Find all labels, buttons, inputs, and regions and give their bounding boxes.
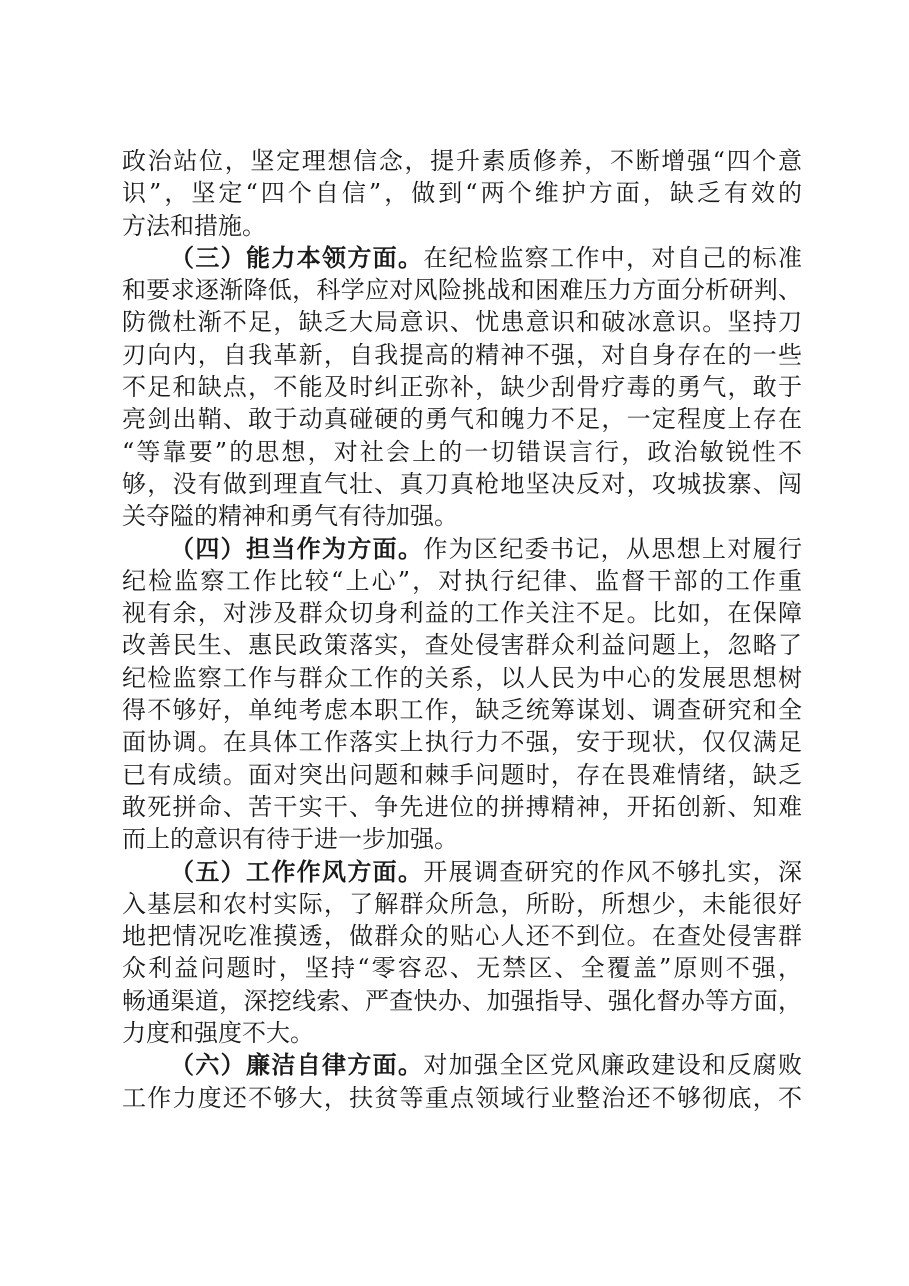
text-line: 亮剑出鞘、敢于动真碰硬的勇气和魄力不足，一定程度上存在 [122, 405, 802, 434]
text-line: 工作力度还不够大，扶贫等重点领域行业整治还不够彻底，不 [122, 1083, 802, 1112]
text-line: 改善民生、惠民政策落实，查处侵害群众利益问题上，忽略了 [122, 631, 802, 660]
section-heading: （五）工作作风方面。 [170, 856, 424, 886]
text-line: 方法和措施。 [122, 211, 266, 240]
text-line: 政治站位，坚定理想信念，提升素质修养，不断增强“四个意 [122, 147, 802, 175]
text-line: 够，没有做到理直气壮、真刀真枪地坚决反对，攻城拔寨、闯 [122, 469, 802, 498]
text-line: 而上的意识有待于进一步加强。 [122, 825, 458, 854]
text-run: 对加强全区党风廉政建设和反腐败 [423, 1051, 802, 1080]
paragraph-section-4 [122, 533, 802, 856]
text-line: “等靠要”的思想，对社会上的一切错误言行，政治敏锐性不 [122, 437, 802, 466]
text-line: 纪检监察工作比较“上心”，对执行纪律、监督干部的工作重 [122, 566, 802, 595]
text-line: 地把情况吃准摸透，做群众的贴心人还不到位。在查处侵害群 [122, 922, 802, 951]
text-line [122, 242, 802, 274]
text-line: 纪检监察工作与群众工作的关系，以人民为中心的发展思想树 [122, 663, 802, 692]
paragraph-section-6 [122, 1049, 802, 1114]
text-run: 作为区纪委书记，从思想上对履行 [423, 534, 802, 563]
text-line [122, 533, 802, 565]
text-line [122, 856, 802, 888]
text-line: 视有余，对涉及群众切身利益的工作关注不足。比如，在保障 [122, 599, 802, 628]
section-heading: （六）廉洁自律方面。 [170, 1050, 424, 1080]
text-line: 刃向内，自我革新，自我提高的精神不强，对自身存在的一些 [122, 340, 802, 369]
text-line: 识”，坚定“四个自信”，做到“两个维护方面，缺乏有效的 [122, 179, 802, 208]
section-heading: （三）能力本领方面。 [170, 242, 424, 272]
text-line: 畅通渠道，深挖线索、严查快办、加强指导、强化督办等方面， [122, 986, 802, 1015]
document-page [122, 145, 802, 1114]
text-line: 敢死拼命、苦干实干、争先进位的拼搏精神，开拓创新、知难 [122, 792, 802, 821]
text-line: 面协调。在具体工作落实上执行力不强，安于现状，仅仅满足 [122, 728, 802, 757]
text-line: 得不够好，单纯考虑本职工作，缺乏统筹谋划、调查研究和全 [122, 696, 802, 725]
text-line: 入基层和农村实际，了解群众所急，所盼，所想少，未能很好 [122, 889, 802, 918]
text-line: 不足和缺点，不能及时纠正弥补，缺少刮骨疗毒的勇气，敢于 [122, 373, 802, 402]
text-run: 开展调查研究的作风不够扎实，深 [423, 857, 802, 886]
paragraph-section-3 [122, 242, 802, 533]
text-line: 关夺隘的精神和勇气有待加强。 [122, 502, 458, 531]
text-line: 和要求逐渐降低，科学应对风险挑战和困难压力方面分析研判、 [122, 276, 802, 305]
text-line: 众利益问题时，坚持“零容忍、无禁区、全覆盖”原则不强， [122, 954, 802, 983]
paragraph-section-5 [122, 856, 802, 1050]
text-line: 力度和强度不大。 [122, 1019, 314, 1048]
text-line: 已有成绩。面对突出问题和棘手问题时，存在畏难情绪，缺乏 [122, 760, 802, 789]
text-line: 防微杜渐不足，缺乏大局意识、忧患意识和破冰意识。坚持刀 [122, 308, 802, 337]
paragraph-intro [122, 145, 802, 242]
section-heading: （四）担当作为方面。 [170, 533, 424, 563]
text-run: 在纪检监察工作中，对自己的标准 [423, 243, 802, 272]
text-line [122, 1049, 802, 1081]
